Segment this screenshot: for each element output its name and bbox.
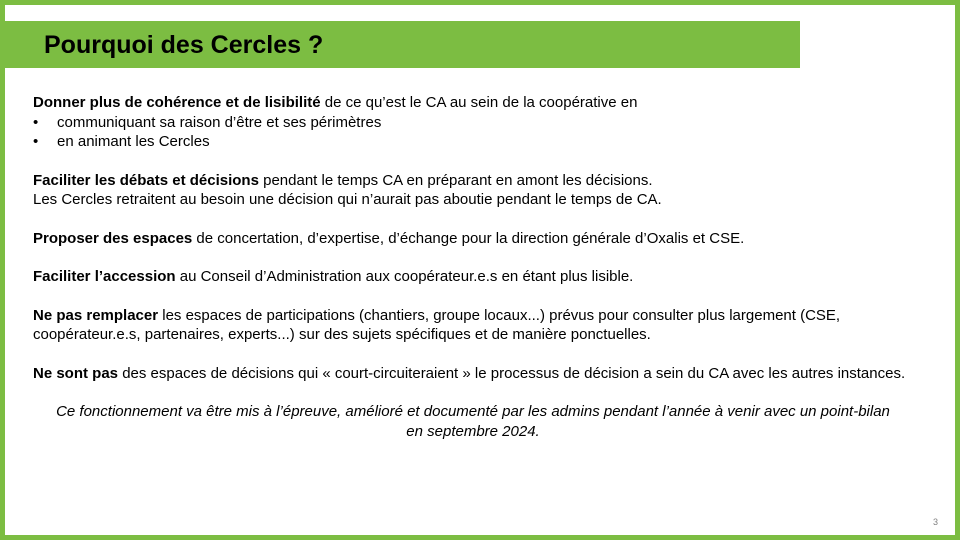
closing-line-1: Ce fonctionnement va être mis à l’épreuve, amélioré et documenté par les admins pendant l’année à venir avec un point-bilan [56,403,890,420]
bullet-text: communiquant sa raison d’être et ses périmètres [57,113,382,131]
paragraph-text: les espaces de participations (chantiers, groupe locaux...) prévus pour consulter plus largement (CSE, coopérateur.e.s, partenaires, experts...) sur des sujets spécifiques et de manière ponctuelles. [33,306,841,343]
paragraph-bold: Faciliter l’accession [33,268,176,285]
paragraph-line [33,93,913,113]
paragraph-ne-sont-pas [33,364,913,384]
paragraph-bold: Faciliter les débats et décisions [33,171,259,189]
paragraph-accession [33,267,913,287]
bullet-item [33,113,913,133]
paragraph-ne-pas-remplacer [33,306,913,345]
paragraph-text: des espaces de décisions qui « court-circuiteraient » le processus de décision a sein du CA avec les autres instances. [118,364,906,382]
title-bar [5,21,800,68]
closing-note [33,402,913,441]
paragraph-text: pendant le temps CA en préparant en amont les décisions. [258,171,653,189]
bullet-text: en animant les Cercles [57,133,210,150]
page-number: 3 [932,517,938,527]
paragraph-debats [33,171,913,210]
paragraph-text: au Conseil d’Administration aux coopérateur.e.s en étant plus lisible. [175,268,634,285]
paragraph-text: de concertation, d’expertise, d’échange pour la direction générale d’Oxalis et CSE. [192,229,745,247]
bullet-item [33,132,913,152]
paragraph-line [33,171,913,191]
paragraph-bold: Proposer des espaces [33,229,193,247]
paragraph-bold: Ne pas remplacer [33,306,159,324]
slide-title: Pourquoi des Cercles ? [44,31,324,59]
paragraph-bold: Donner plus de cohérence et de lisibilité [33,94,321,111]
paragraph-line-2: Les Cercles retraitent au besoin une décision qui n’aurait pas aboutie pendant le temps de CA. [33,191,662,208]
paragraph-espaces [33,229,913,249]
paragraph-text: de ce qu’est le CA au sein de la coopérative en [320,94,638,111]
bullet-mark: • [33,133,39,150]
slide-content [33,93,913,441]
paragraph-bold: Ne sont pas [33,364,119,382]
paragraph-coherence [33,93,913,152]
bullet-mark: • [33,113,39,131]
closing-line-2: en septembre 2024. [406,422,540,440]
